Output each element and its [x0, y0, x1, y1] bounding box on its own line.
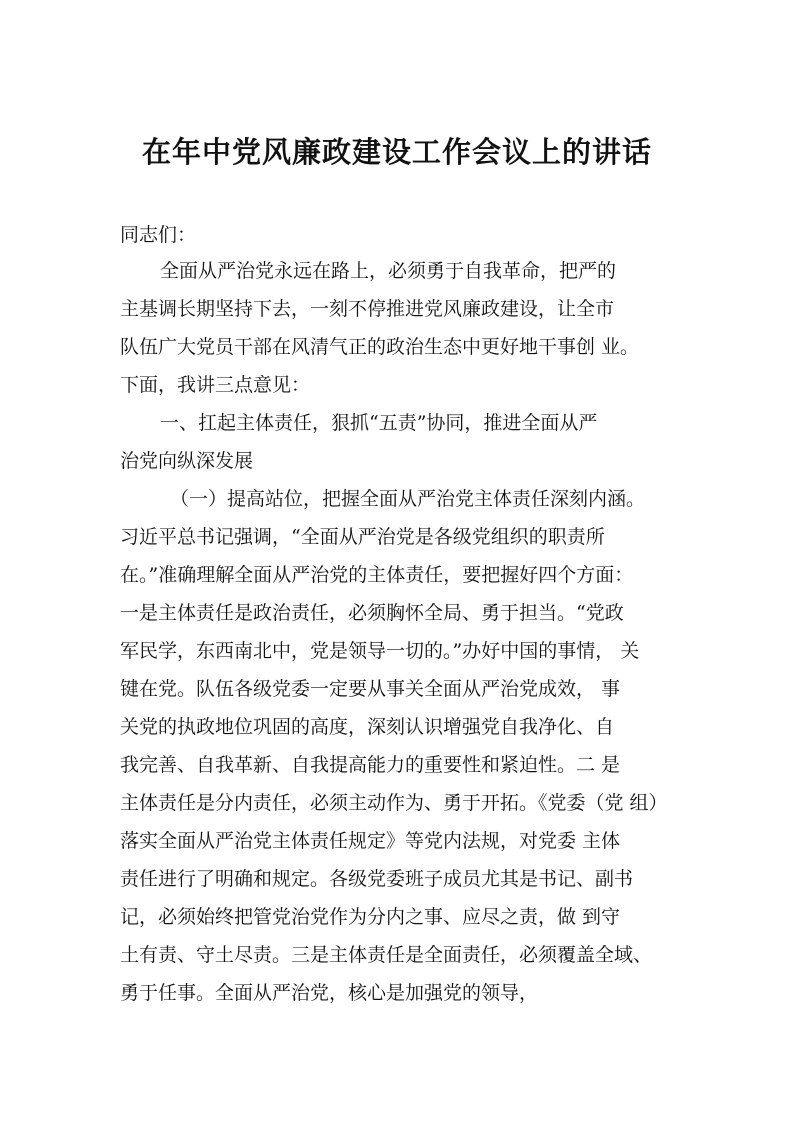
body-line: 关党的执政地位巩固的高度，深刻认识增强党自我净化、自	[120, 716, 615, 738]
body-line: 全面从严治党永远在路上，必须勇于自我革命，把严的	[160, 260, 617, 282]
body-line: 一是主体责任是政治责任，必须胸怀全局、勇于担当。“党政	[120, 602, 624, 624]
body-line: 勇于任事。全面从严治党，核心是加强党的领导，	[120, 982, 539, 1004]
body-line: 落实全面从严治党主体责任规定》等党内法规，对党委 主体	[120, 830, 621, 852]
body-line: 下面，我讲三点意见：	[120, 374, 311, 396]
body-line: 一、扛起主体责任，狠抓“五责”协同，推进全面从严	[160, 412, 598, 434]
body-line: 土有责、守土尽责。三是主体责任是全面责任，必须覆盖全域、	[120, 944, 653, 966]
body-line: 我完善、自我革新、自我提高能力的重要性和紧迫性。二 是	[120, 754, 621, 776]
body-line: 治党向纵深发展	[120, 450, 254, 472]
body-line: （一）提高站位，把握全面从严治党主体责任深刻内涵。	[170, 488, 646, 510]
body-line: 同志们：	[120, 224, 197, 246]
body-line: 主体责任是分内责任，必须主动作为、勇于开拓。《党委（党 组）	[120, 792, 668, 814]
body-line: 习近平总书记强调，“全面从严治党是各级党组织的职责所	[120, 526, 605, 548]
body-line: 责任进行了明确和规定。各级党委班子成员尤其是书记、副书	[120, 868, 634, 890]
body-line: 军民学，东西南北中，党是领导一切的。”办好中国的事情， 关	[120, 640, 640, 662]
body-line: 在。”准确理解全面从严治党的主体责任，要把握好四个方面：	[120, 564, 634, 586]
document-title: 在年中党风廉政建设工作会议上的讲话	[141, 135, 652, 169]
body-line: 队伍广大党员干部在风清气正的政治生态中更好地干事创 业。	[120, 336, 640, 358]
body-line: 键在党。队伍各级党委一定要从事关全面从严治党成效， 事	[120, 678, 621, 700]
body-line: 记，必须始终把管党治党作为分内之事、应尽之责，做 到守	[120, 906, 621, 928]
body-line: 主基调长期坚持下去，一刻不停推进党风廉政建设，让全市	[120, 298, 615, 320]
